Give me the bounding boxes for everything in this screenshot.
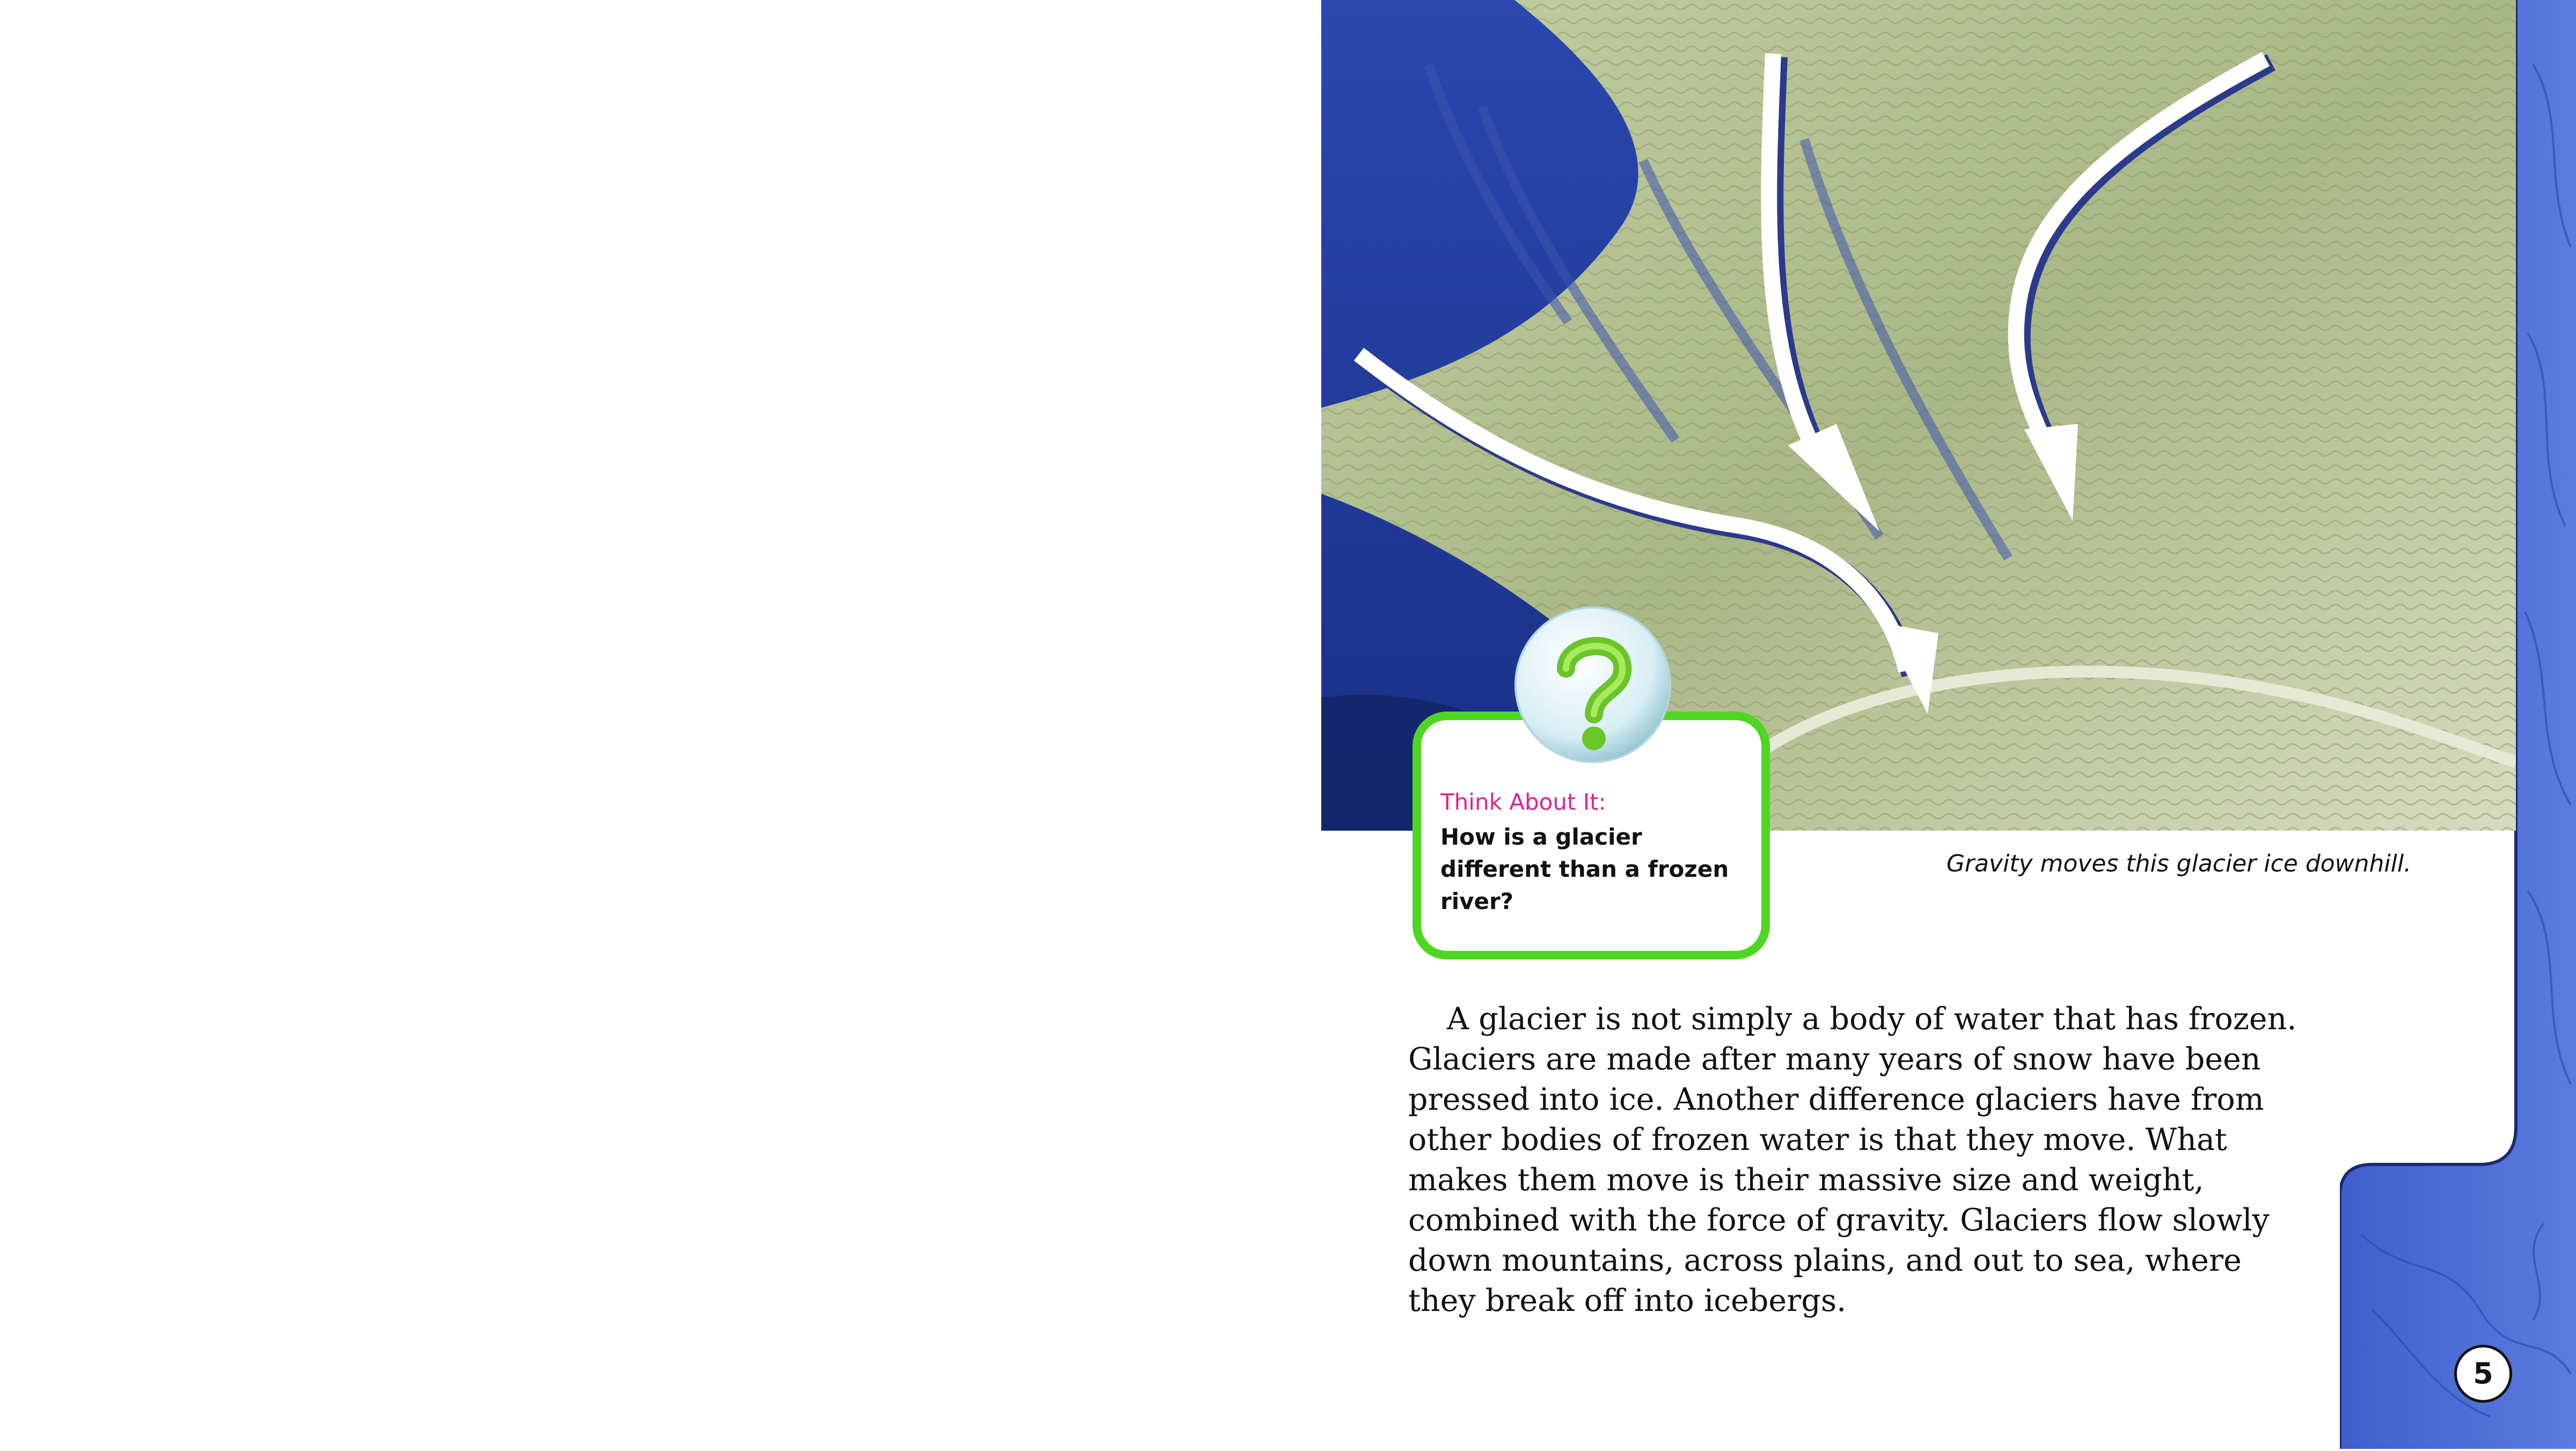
body-text xyxy=(1408,999,2310,1321)
page-number: 5 xyxy=(2454,1345,2512,1403)
body-paragraph: A glacier is not simply a body of water that has frozen. Glaciers are made after many years of snow have been pressed into ice. Another difference glaciers have from other bodies of frozen water is that they move. What makes them move is their massive size and weight, combined with the force of gravity. Glaciers flow slowly down mountains, across plains, and out to sea, where they break off into icebergs. xyxy=(1408,1001,2297,1318)
question-mark-icon xyxy=(1512,604,1673,765)
think-about-it-title: Think About It: xyxy=(1440,789,1606,815)
glacier-photo xyxy=(1321,0,2516,831)
think-about-it-question: How is a glacier different than a frozen river? xyxy=(1440,824,1729,914)
photo-caption: Gravity moves this glacier ice downhill. xyxy=(1946,850,2412,877)
